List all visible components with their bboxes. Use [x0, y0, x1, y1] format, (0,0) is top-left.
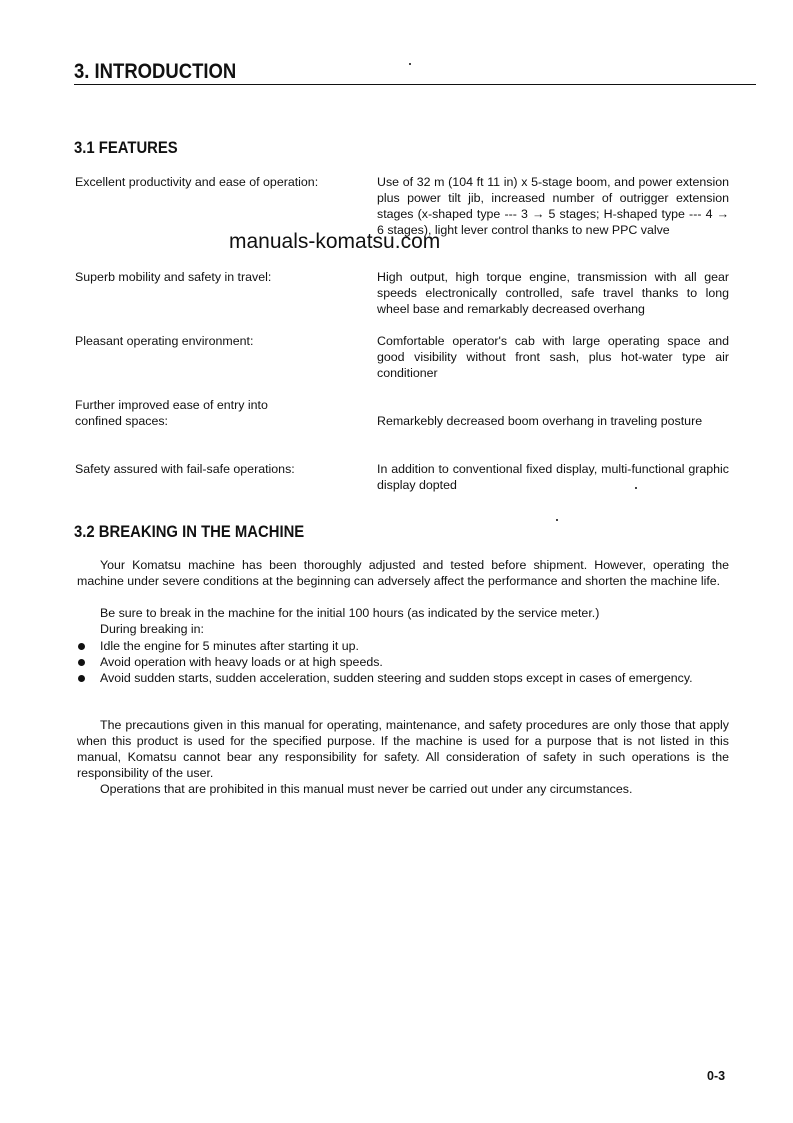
feature-description: In addition to conventional fixed display, multi-functional graphic display dopted — [377, 462, 729, 492]
feature-label: Excellent productivity and ease of operation: — [75, 175, 319, 189]
bullet-icon — [78, 659, 85, 666]
bullet-text: Avoid sudden starts, sudden acceleration, sudden steering and sudden stops except in cases of emergency. — [100, 671, 693, 685]
feature-label: Pleasant operating environment: — [75, 334, 254, 348]
section-title-features: 3.1 FEATURES — [74, 139, 178, 157]
feature-description: Use of 32 m (104 ft 11 in) x 5-stage boom, and power extension plus power tilt jib, increased number of outrigger extension stages (x-shaped type --- 3 → 5 stages; H-shaped type --- 4 → 6 stages), light lever control thanks to new PPC valve — [377, 175, 729, 237]
feature-description: Comfortable operator's cab with large operating space and good visibility without front sash, plus hot-water type air conditioner — [377, 334, 729, 380]
scan-speck — [635, 487, 637, 489]
section-title-breaking-in: 3.2 BREAKING IN THE MACHINE — [74, 523, 305, 541]
breaking-in-intro: Your Komatsu machine has been thoroughly adjusted and tested before shipment. However, operating the machine under severe conditions at the beginning can adversely affect the performance and shorten the machine life. — [77, 558, 729, 588]
scan-speck — [556, 519, 558, 521]
bullet-icon — [78, 675, 85, 682]
feature-label: Safety assured with fail-safe operations: — [75, 462, 295, 476]
prohibited-operations-note: Operations that are prohibited in this manual must never be carried out under any circumstances. — [100, 782, 633, 796]
feature-description: High output, high torque engine, transmission with all gear speeds electronically controlled, safe travel thanks to long wheel base and remarkably decreased overhang — [377, 270, 729, 316]
chapter-title-underline — [74, 84, 756, 85]
bullet-text: Avoid operation with heavy loads or at high speeds. — [100, 655, 383, 669]
chapter-title: 3. INTRODUCTION — [74, 60, 237, 83]
bullet-icon — [78, 643, 85, 650]
feature-description: Remarkebly decreased boom overhang in traveling posture — [377, 414, 703, 428]
feature-label: Further improved ease of entry into confined spaces: — [75, 398, 268, 428]
feature-label: Superb mobility and safety in travel: — [75, 270, 272, 284]
watermark-text: manuals-komatsu.com — [229, 230, 441, 253]
during-breaking-in-label: During breaking in: — [100, 622, 205, 636]
scan-speck — [409, 63, 411, 65]
precautions-paragraph: The precautions given in this manual for operating, maintenance, and safety procedures are only those that apply when this product is used for the specified purpose. If the machine is used for a purpose that is not listed in this manual, Komatsu cannot bear any responsibility for safety. All consideration of safety in such operations is the responsibility of the user. — [77, 718, 729, 780]
page-number: 0-3 — [707, 1069, 726, 1083]
bullet-text: Idle the engine for 5 minutes after starting it up. — [100, 639, 359, 653]
breaking-in-instruction: Be sure to break in the machine for the initial 100 hours (as indicated by the service meter.) — [100, 606, 600, 620]
